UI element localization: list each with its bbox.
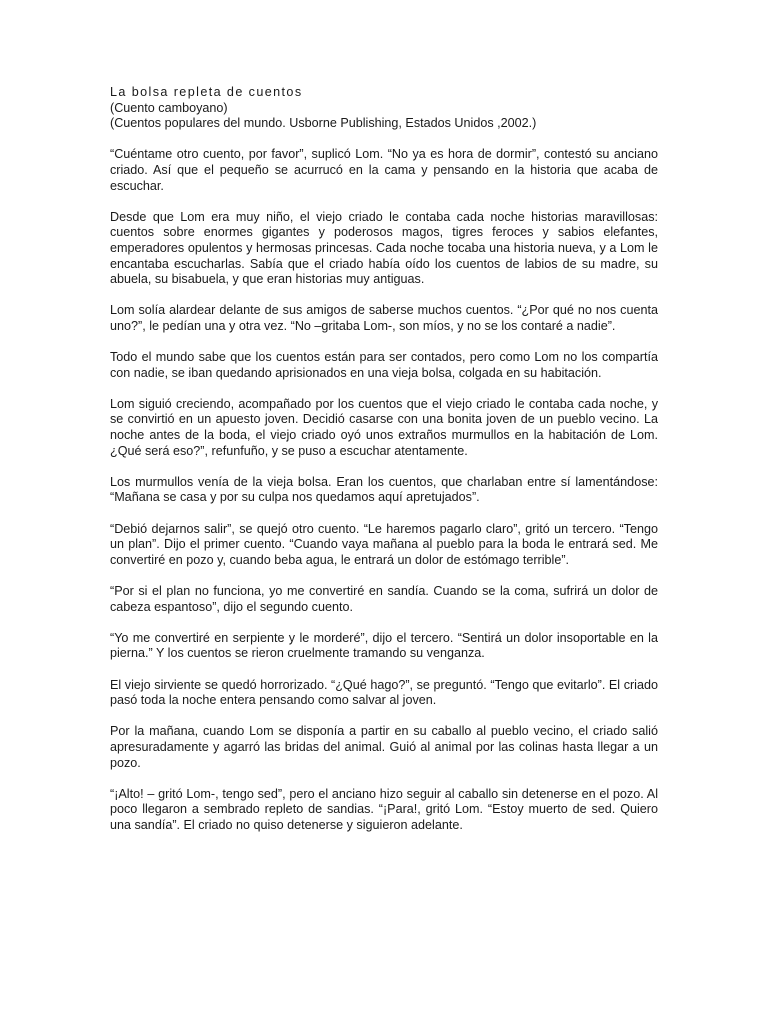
paragraph: “¡Alto! – gritó Lom-, tengo sed”, pero el anciano hizo seguir al caballo sin detenerse en el pozo. Al poco llegaron a sembrado repleto de sandias. “¡Para!, gritó Lom. “Estoy muerto de sed. Quiero una sandía”. El criado no quiso detenerse y siguieron adelante. [110,786,658,832]
paragraph: “Cuéntame otro cuento, por favor”, suplicó Lom. “No ya es hora de dormir”, contestó su anciano criado. Así que el pequeño se acurrucó en la cama y pensando en la historia que acaba de escuchar. [110,147,658,193]
paragraph: El viejo sirviente se quedó horrorizado. “¿Qué hago?”, se preguntó. “Tengo que evitarlo”. El criado pasó toda la noche entera pensando como salvar al joven. [110,677,658,708]
paragraph: Los murmullos venía de la vieja bolsa. Eran los cuentos, que charlaban entre sí lamentándose: “Mañana se casa y por su culpa nos quedamos aquí apretujados”. [110,474,658,505]
document-title: La bolsa repleta de cuentos [110,85,303,99]
document-page [110,85,658,834]
paragraph: “Debió dejarnos salir”, se quejó otro cuento. “Le haremos pagarlo claro”, gritó un tercero. “Tengo un plan”. Dijo el primer cuento. “Cuando vaya mañana al pueblo para la boda le entrará sed. Me convertiré en pozo y, cuando beba agua, le entrará un dolor de estómago terrible”. [110,521,658,567]
paragraph: “Yo me convertiré en serpiente y le morderé”, dijo el tercero. “Sentirá un dolor insoportable en la pierna.” Y los cuentos se rieron cruelmente tramando su venganza. [110,630,658,661]
paragraph: Por la mañana, cuando Lom se disponía a partir en su caballo al pueblo vecino, el criado salió apresuradamente y agarró las bridas del animal. Guió al animal por las colinas hasta llegar a un pozo. [110,724,658,770]
paragraph: Todo el mundo sabe que los cuentos están para ser contados, pero como Lom no los compartía con nadie, se iban quedando aprisionados en una vieja bolsa, colgada en su habitación. [110,350,658,380]
paragraph: Lom solía alardear delante de sus amigos de saberse muchos cuentos. “¿Por qué no nos cuenta uno?”, le pedían una y otra vez. “No –gritaba Lom-, son míos, y no se los contaré a nadie”. [110,303,658,333]
paragraph: “Por si el plan no funciona, yo me convertiré en sandía. Cuando se la coma, sufrirá un dolor de cabeza espantoso”, dijo el segundo cuento. [110,584,658,614]
paragraph: Lom siguió creciendo, acompañado por los cuentos que el viejo criado le contaba cada noche, y se convirtió en un apuesto joven. Decidió casarse con una bonita joven de un pueblo vecino. La noche antes de la boda, el viejo criado oyó unos extraños murmullos en la habitación de Lom. ¿Qué será eso?”, refunfuño, y se puso a escuchar atentamente. [110,396,658,458]
document-subtitle: (Cuento camboyano) [110,100,228,115]
document-source: (Cuentos populares del mundo. Usborne Publishing, Estados Unidos ,2002.) [110,116,537,131]
paragraph: Desde que Lom era muy niño, el viejo criado le contaba cada noche historias maravillosas: cuentos sobre enormes gigantes y poderosos magos, tigres feroces y sabios elefantes, emperadores opulentos y hermosas princesas. Cada noche tocaba una historia nueva, y a Lom le encantaba escucharlas. Sabía que el criado había oído los cuentos de labios de su madre, su abuela, su bisabuela, y que eran historias muy antiguas. [110,209,658,287]
